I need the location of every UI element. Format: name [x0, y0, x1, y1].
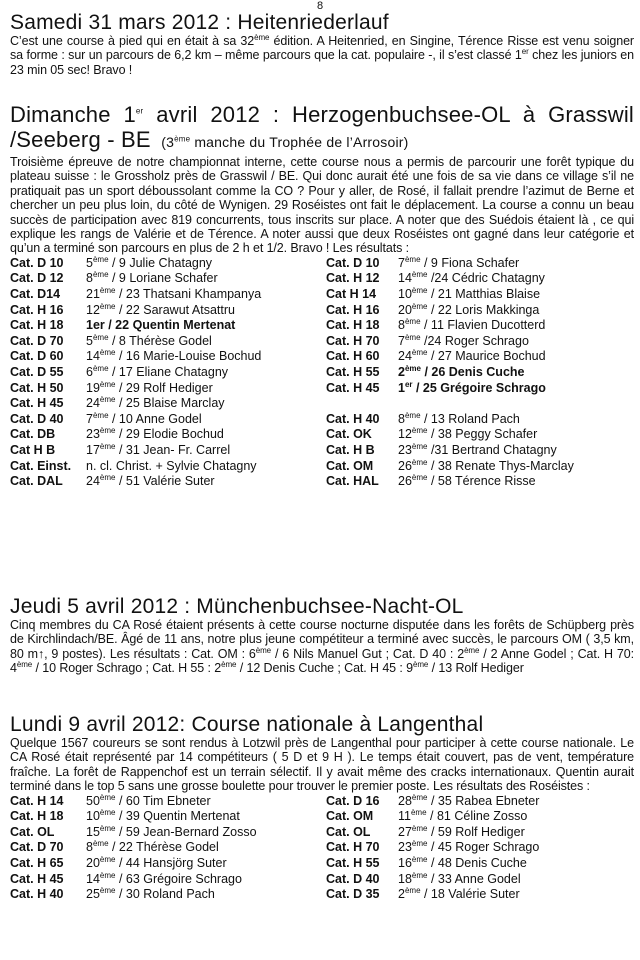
result-category: Cat. H 60 — [326, 349, 380, 364]
superscript: er — [521, 47, 529, 57]
text-run: / 10 Roger Schrago ; Cat. H 55 : 2 — [32, 661, 222, 676]
results-table — [10, 794, 634, 906]
result-entry: 23ème /31 Bertrand Chatagny — [398, 441, 557, 457]
result-category: Cat. H 45 — [10, 871, 64, 886]
result-row — [326, 365, 574, 381]
result-row — [10, 303, 261, 319]
result-category: Cat. H 55 — [326, 856, 380, 870]
result-entry: 26ème / 38 Renate Thys-Marclay — [398, 457, 574, 473]
result-category: Cat. H 40 — [326, 411, 380, 426]
section-langenthal — [10, 714, 634, 906]
result-row — [326, 256, 574, 272]
result-row — [326, 474, 574, 490]
result-entry: 11ème / 81 Céline Zosso — [398, 808, 528, 824]
result-row — [326, 840, 539, 856]
result-row — [10, 809, 257, 825]
result-entry: 7ème / 9 Fiona Schafer — [398, 254, 520, 270]
result-entry: 14ème / 63 Grégoire Schrago — [86, 870, 242, 886]
result-row — [326, 349, 574, 365]
result-entry: 12ème / 22 Sarawut Atsattru — [86, 301, 235, 317]
result-entry: 12ème / 38 Peggy Schafer — [398, 426, 538, 442]
result-row — [326, 334, 574, 350]
result-row — [10, 396, 261, 412]
superscript: ème — [254, 32, 270, 42]
result-category: Cat. OK — [326, 427, 372, 442]
result-entry: 5ème / 9 Julie Chatagny — [86, 254, 213, 270]
text-run: / 12 Denis Cuche ; Cat. H 45 : 9 — [236, 661, 414, 676]
result-row — [10, 872, 257, 888]
result-category: Cat. Einst. — [10, 458, 72, 473]
superscript: ème — [255, 645, 272, 655]
result-row — [10, 794, 257, 810]
result-entry: 18ème / 33 Anne Godel — [398, 870, 521, 886]
result-category: Cat. D 35 — [326, 887, 380, 902]
result-entry: 6ème / 17 Eliane Chatagny — [86, 363, 229, 379]
result-entry: 24ème / 27 Maurice Bochud — [398, 348, 546, 364]
result-row — [10, 334, 261, 350]
result-row — [326, 303, 574, 319]
result-category: Cat. HAL — [326, 474, 379, 489]
result-category: Cat. OM — [326, 809, 374, 824]
result-category: Cat. H 55 — [326, 365, 380, 379]
result-row — [10, 287, 261, 303]
result-entry: 23ème / 45 Roger Schrago — [398, 839, 540, 855]
result-row — [326, 443, 574, 459]
result-row — [326, 809, 539, 825]
section-title: Dimanche 1er avril 2012 : Herzogenbuchsee-OL à Grasswil /Seeberg - BE (3ème manche du Trophée de l’Arrosoir) — [10, 102, 635, 152]
result-entry: 50ème / 60 Tim Ebneter — [86, 792, 211, 808]
result-row — [10, 825, 257, 841]
superscript: ème — [16, 660, 33, 670]
result-entry: 19ème / 29 Rolf Hediger — [86, 379, 213, 395]
result-row — [10, 856, 257, 872]
result-row — [10, 427, 261, 443]
section-herzogenbuchsee — [10, 102, 634, 492]
text-run: C’est une course à pied qui en était à sa 32 — [10, 34, 255, 48]
result-entry: 25ème / 30 Roland Pach — [86, 886, 215, 902]
results-column-right — [326, 256, 574, 490]
section-munchenbuchsee — [10, 596, 634, 676]
result-entry: 8ème / 22 Thérèse Godel — [86, 839, 219, 855]
result-category: Cat. H 70 — [326, 840, 380, 855]
result-entry: 5ème / 8 Thérèse Godel — [86, 332, 212, 348]
section-subtitle: (3ème manche du Trophée de l’Arrosoir) — [161, 134, 409, 150]
result-entry: 20ème / 44 Hansjörg Suter — [86, 854, 227, 870]
result-entry: 28ème / 35 Rabea Ebneter — [398, 792, 540, 808]
result-entry: 27ème / 59 Rolf Hediger — [398, 823, 525, 839]
section-title: Lundi 9 avril 2012: Course nationale à Langenthal — [10, 713, 484, 736]
result-category: Cat. H 70 — [326, 333, 380, 348]
result-category: Cat H B — [10, 442, 56, 457]
result-entry: 20ème / 22 Loris Makkinga — [398, 301, 540, 317]
result-category: Cat. DAL — [10, 474, 63, 489]
result-row — [326, 825, 539, 841]
result-entry: 7ème / 10 Anne Godel — [86, 410, 202, 426]
superscript: ème — [464, 645, 480, 655]
section-text — [10, 34, 634, 77]
result-row — [10, 887, 257, 903]
result-row — [326, 887, 539, 903]
result-category: Cat. D 70 — [10, 333, 64, 348]
results-table — [10, 256, 634, 492]
text-run: chez les juniors en 23 min 05 sec! Bravo ! — [10, 48, 634, 77]
results-column-left — [10, 256, 261, 490]
result-category: Cat H 14 — [326, 287, 377, 302]
result-row — [326, 271, 574, 287]
result-category: Cat. H 16 — [10, 302, 64, 317]
result-category: Cat. D 10 — [326, 255, 380, 270]
result-row — [10, 459, 261, 475]
result-category: Cat. OM — [326, 458, 374, 473]
result-row — [10, 443, 261, 459]
result-entry: n. cl. Christ. + Sylvie Chatagny — [86, 458, 257, 473]
result-entry: 23ème / 29 Elodie Bochud — [86, 426, 224, 442]
page-number: 8 — [316, 0, 324, 12]
result-category: Cat. DB — [10, 427, 56, 442]
result-entry: 2ème / 26 Denis Cuche — [398, 363, 525, 379]
result-category: Cat. D 40 — [326, 871, 380, 886]
result-row — [326, 459, 574, 475]
section-text — [10, 618, 634, 676]
result-entry: 15ème / 59 Jean-Bernard Zosso — [86, 823, 257, 839]
result-category: Cat. H 12 — [326, 271, 380, 286]
text-run: / 13 Rolf Hediger — [428, 661, 524, 676]
result-entry: 10ème / 39 Quentin Mertenat — [86, 808, 240, 824]
result-category: Cat. D 16 — [326, 793, 380, 808]
result-row — [326, 381, 574, 397]
result-row — [326, 872, 539, 888]
section-text: Quelque 1567 coureurs se sont rendus à Lotzwil près de Langenthal pour participer à cette course nationale. Le CA Rosé était représenté par 14 compétiteurs ( 5 D et 9 H ). Le temps était couvert, pas de vent, température fraîche. La forêt de Rappenchof est un terrain sélectif. Il y avait même des cracks internationaux. Quentin aurait terminé dans le top 5 sans une grosse boulette pour trouver le premier poste. Les résultats des Roséistes : — [10, 736, 634, 794]
section-title: Jeudi 5 avril 2012 : Münchenbuchsee-Nacht-OL — [10, 595, 464, 618]
result-entry: 17ème / 31 Jean- Fr. Carrel — [86, 441, 231, 457]
result-category: Cat. H 16 — [326, 302, 380, 317]
result-category: Cat. H 65 — [10, 856, 64, 870]
results-column-left — [10, 794, 257, 903]
result-category: Cat. H 45 — [10, 396, 64, 411]
result-entry: 14ème / 16 Marie-Louise Bochud — [86, 348, 262, 364]
results-column-right — [326, 794, 539, 903]
result-row — [10, 271, 261, 287]
result-category: Cat. D 40 — [10, 411, 64, 426]
result-row — [326, 412, 574, 428]
result-category: Cat. OL — [10, 824, 55, 839]
result-row — [326, 318, 574, 334]
result-entry: 2ème / 18 Valérie Suter — [398, 886, 520, 902]
result-category: Cat. H 18 — [326, 318, 380, 333]
result-entry: 16ème / 48 Denis Cuche — [398, 854, 527, 870]
result-category: Cat. H 18 — [10, 318, 64, 333]
result-category: Cat. D 60 — [10, 349, 64, 364]
result-entry: 1er / 25 Grégoire Schrago — [398, 379, 546, 395]
result-category: Cat. D 70 — [10, 840, 64, 855]
result-row — [10, 412, 261, 428]
section-title: Samedi 31 mars 2012 : Heitenriederlauf — [10, 11, 389, 34]
result-row — [326, 427, 574, 443]
result-category: Cat. D14 — [10, 287, 61, 302]
result-entry: 26ème / 58 Térence Risse — [398, 473, 536, 489]
result-row — [326, 396, 574, 412]
result-category: Cat. H B — [326, 442, 375, 457]
result-entry: 8ème / 11 Flavien Ducotterd — [398, 317, 546, 333]
result-entry: 8ème / 9 Loriane Schafer — [86, 270, 218, 286]
result-category: Cat. H 50 — [10, 380, 64, 395]
result-category: Cat. D 12 — [10, 271, 64, 286]
result-row — [10, 381, 261, 397]
result-row — [326, 856, 539, 872]
result-row — [10, 474, 261, 490]
text-run: Cinq membres du CA Rosé étaient présents à cette course nocturne disputée dans les forêts de Schüpberg près de Kirchlindach/BE. Âgé de 11 ans, notre plus jeune compétiteur a terminé avec succès, le parcours OM ( 3,5 km, 80 m↑, 9 postes). Les résultats : Cat. OM : 6 — [10, 618, 634, 661]
result-row — [10, 840, 257, 856]
result-category: Cat. H 18 — [10, 809, 64, 824]
result-row — [326, 287, 574, 303]
result-row — [10, 256, 261, 272]
text-run: édition. A Heitenried, en Singine, Térence Risse est venu soigner sa forme : sur un parcours de 6,2 km – même parcours que la cat. populaire -, il s’est classé 1 — [10, 34, 634, 63]
result-entry: 10ème / 21 Matthias Blaise — [398, 285, 541, 302]
result-category: Cat. D 10 — [10, 255, 64, 270]
result-entry: 24ème / 51 Valérie Suter — [86, 473, 215, 489]
result-category: Cat. D 55 — [10, 365, 64, 379]
result-category: Cat. H 14 — [10, 793, 64, 808]
result-entry: 24ème / 25 Blaise Marclay — [86, 395, 225, 411]
superscript: ème — [413, 660, 429, 670]
result-category: Cat. H 40 — [10, 887, 64, 902]
section-text: Troisième épreuve de notre championnat interne, cette course nous a permis de parcourir une forêt typique du plateau suisse : le Grossholz près de Grasswil / BE. Qui donc aurait été une fois de sa vie dans ce village s’il ne pratiquait pas un sport déboussolant comme la CO ? Pour y aller, de Rosé, il fallait prendre l’azimut de Berne et chercher un peu plus loin, du côté de Wynigen. 29 Roséistes ont fait le déplacement. La course a connu un beau succès de participation avec 819 concurrents, tous inscrits sur place. A noter que des Suédois étaient là , ce qui explique les rangs de Valérie et de Térence. A noter aussi que deux Roséistes ont gagné dans leur catégorie et qu’un a terminé son parcours en plus de 2 h et 1/2. Bravo ! Les résultats : — [10, 155, 634, 256]
result-entry: 7ème /24 Roger Schrago — [398, 332, 529, 348]
superscript: ème — [221, 660, 237, 670]
text-run: / 6 Nils Manuel Gut ; Cat. D 40 : 2 — [271, 646, 465, 661]
result-row — [10, 365, 261, 381]
result-entry: 8ème / 13 Roland Pach — [398, 410, 520, 426]
result-row — [10, 318, 261, 334]
text-run: / 2 Anne Godel ; Cat. H 70: 4 — [10, 646, 634, 676]
result-entry: 14ème /24 Cédric Chatagny — [398, 270, 545, 286]
section-heitenriederlauf — [10, 12, 634, 77]
result-row — [326, 794, 539, 810]
result-row — [10, 349, 261, 365]
result-entry: 21ème / 23 Thatsani Khampanya — [86, 285, 262, 302]
result-entry: 1er / 22 Quentin Mertenat — [86, 318, 236, 333]
result-category: Cat. OL — [326, 824, 371, 839]
result-category: Cat. H 45 — [326, 380, 380, 395]
